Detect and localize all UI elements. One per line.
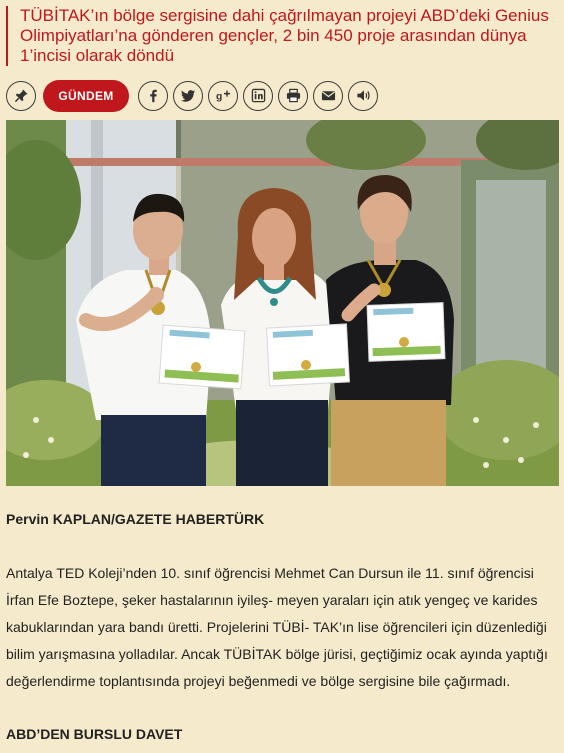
pin-button[interactable]: [6, 81, 36, 111]
twitter-share-button[interactable]: [173, 81, 203, 111]
twitter-icon: [181, 88, 196, 103]
section-heading: ABD’DEN BURSLU DAVET: [6, 726, 183, 742]
print-button[interactable]: [278, 81, 308, 111]
category-button[interactable]: GÜNDEM: [43, 80, 129, 112]
article-photo: [6, 120, 559, 486]
share-toolbar: [6, 79, 383, 112]
students-with-certificates-image: [6, 120, 559, 486]
audio-icon: [356, 88, 371, 103]
listen-button[interactable]: [348, 81, 378, 111]
pin-icon: [14, 88, 29, 103]
print-icon: [286, 88, 301, 103]
google-plus-icon: [216, 88, 231, 103]
facebook-icon: [146, 88, 161, 103]
article-paragraph: Antalya TED Koleji’nden 10. sınıf öğrencisi Mehmet Can Dursun ile 11. sınıf öğrencisi İrfan Efe Boztepe, şeker hastalarının iyileş- meyen yaraları için atık yengeç ve karides kabuklarından yara bandı üretti. Projelerini TÜBİ- TAK’ın lise öğrencileri için düzenlediği bilim yarışmasına yolladılar. Ancak TÜBİTAK bölge jürisi, geçtiğimiz ocak ayında yaptığı değerlendirme toplantısında projeyi beğenmedi ve bölge sergisine bile çağırmadı.: [6, 565, 548, 689]
email-share-button[interactable]: [313, 81, 343, 111]
svg-text:g: g: [215, 91, 222, 103]
email-icon: [321, 88, 336, 103]
linkedin-share-button[interactable]: [243, 81, 273, 111]
linkedin-icon: [251, 88, 266, 103]
facebook-share-button[interactable]: [138, 81, 168, 111]
article-body: [6, 506, 556, 748]
article-byline: Pervin KAPLAN/GAZETE HABERTÜRK: [6, 511, 265, 527]
article-subtitle: TÜBİTAK’ın bölge sergisine dahi çağrılmayan projeyi ABD’deki Genius Olimpiyatları’na gönderen gençler, 2 bin 450 proje arasından dünya 1’incisi olarak döndü: [6, 6, 554, 66]
google-plus-share-button[interactable]: [208, 81, 238, 111]
